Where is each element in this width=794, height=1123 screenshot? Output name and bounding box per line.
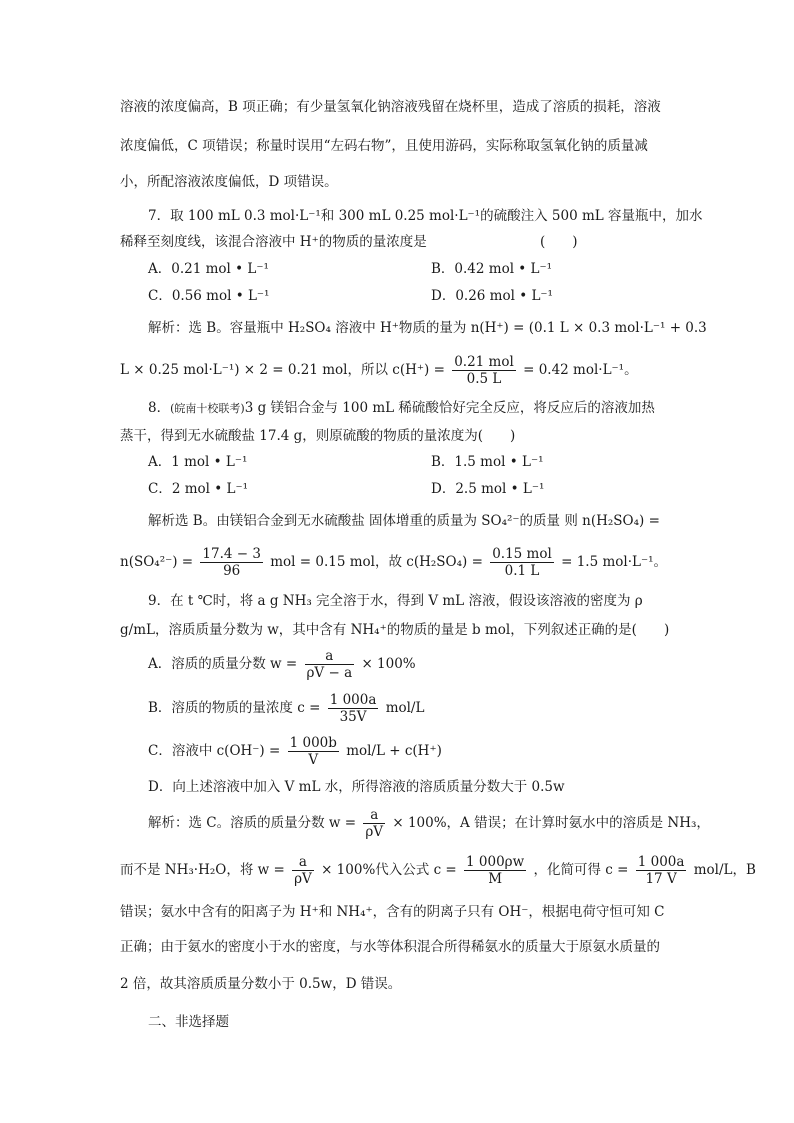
question-8-stem-cont: 蒸干，得到无水硫酸盐 17.4 g，则原硫酸的物质的量浓度为( ) [120, 428, 516, 444]
option-a: A．1 mol • L⁻¹ [148, 454, 248, 470]
answer-blank: ( ) [540, 234, 578, 250]
question-7-stem: 7．取 100 mL 0.3 mol·L⁻¹和 300 mL 0.25 mol·L⁻¹的硫酸注入 500 mL 容量瓶中，加水 [148, 208, 703, 224]
option-c: C．溶液中 c(OH⁻) = $\frac{1 000b}{V}$ mol/L + c(H⁺) [148, 735, 442, 768]
option-a: A．0.21 mol • L⁻¹ [148, 261, 269, 277]
formula-text: L × 0.25 mol·L⁻¹) × 2 = 0.21 mol，所以 c(H⁺) = [120, 362, 445, 378]
option-d: D．2.5 mol • L⁻¹ [431, 481, 545, 497]
option-d: D．向上述溶液中加入 V mL 水，所得溶液的溶质质量分数大于 0.5w [148, 779, 565, 795]
text-line: 小，所配溶液浓度偏低，D 项错误。 [120, 174, 338, 190]
question-9-analysis-cont: 错误；氨水中含有的阳离子为 H⁺和 NH₄⁺，含有的阴离子只有 OH⁻，根据电荷守恒可知 C [120, 904, 665, 920]
question-7-stem-text: 稀释至刻度线，该混合溶液中 H⁺的物质的量浓度是 [120, 234, 427, 250]
text-line: 溶液的浓度偏高，B 项正确；有少量氢氧化钠溶液残留在烧杯里，造成了溶质的损耗，溶液 [120, 99, 661, 115]
question-8-stem [148, 398, 655, 419]
section-heading: 二、非选择题 [148, 1014, 229, 1030]
question-9-stem: 9．在 t ℃时，将 a g NH₃ 完全溶于水，得到 V mL 溶液，假设该溶液的密度为 ρ [148, 593, 643, 609]
question-8-analysis: 解析选 B。由镁铝合金到无水硫酸盐 固体增重的质量为 SO₄²⁻的质量 则 n(H₂SO₄) = [148, 513, 660, 529]
fraction: $\frac{\text{0.21 mol}}{0.5 L}$ [454, 354, 514, 387]
option-b: B．1.5 mol • L⁻¹ [431, 454, 544, 470]
fraction: $\frac{1 000b}{V}$ [289, 735, 337, 768]
question-8-text: 3 g 镁铝合金与 100 mL 稀硫酸恰好完全反应，将反应后的溶液加热 [244, 400, 655, 416]
question-8-analysis-cont [120, 544, 667, 580]
formula-text: = 0.42 mol·L⁻¹。 [523, 362, 638, 378]
question-source: (皖南十校联考) [170, 402, 245, 415]
fraction: $\frac{\text{0.15 mol}}{0.1 L}$ [492, 546, 552, 579]
fraction: $\frac{a}{\rho V}$ [365, 807, 384, 840]
fraction: $\frac{a}{\rho V}$ [294, 854, 312, 887]
option-c: C．0.56 mol • L⁻¹ [148, 288, 270, 304]
question-7-analysis-cont [120, 352, 638, 388]
option-b: B．溶质的物质的量浓度 c = $\frac{1 000a}{35V}$ mol/L [148, 692, 425, 725]
fraction: $\frac{a}{\rho V - a}$ [306, 648, 353, 681]
formula-text: mol = 0.15 mol，故 c(H₂SO₄) = [270, 554, 483, 570]
question-9-stem-cont: g/mL，溶质质量分数为 w，其中含有 NH₄⁺的物质的量是 b mol，下列叙述正确的是( ) [120, 622, 670, 638]
fraction: $\frac{1 000a}{35V}$ [329, 692, 377, 725]
question-7-analysis: 解析：选 B。容量瓶中 H₂SO₄ 溶液中 H⁺物质的量为 n(H⁺) = (0.1 L × 0.3 mol·L⁻¹ + 0.3 [148, 320, 707, 336]
option-d: D．0.26 mol • L⁻¹ [431, 288, 553, 304]
fraction: $\frac{17.4 - 3}{96}$ [202, 546, 261, 579]
fraction: $\frac{1 000\rho w}{M}$ [466, 854, 525, 887]
formula-text: n(SO₄²⁻) = [120, 554, 194, 570]
text-line: 浓度偏低，C 项错误；称量时误用“左码右物”，且使用游码，实际称取氢氧化钠的质量减 [120, 138, 648, 154]
option-c: C．2 mol • L⁻¹ [148, 481, 249, 497]
question-7-stem-cont [120, 232, 578, 252]
fraction: $\frac{1 000a}{17 V}$ [637, 854, 685, 887]
option-b: B．0.42 mol • L⁻¹ [431, 261, 553, 277]
option-a: A．溶质的质量分数 w = $\frac{a}{\rho V - a}$ × 100% [148, 648, 416, 681]
question-9-analysis-cont: 而不是 NH₃·H₂O，将 w = $\frac{a}{\rho V}$ × 100%代入公式 c = $\frac{1 000\rho w}{M}$ ，化简可得 c = $\frac{1 000a}{17 V}$ mol/L，B [120, 854, 756, 887]
question-9-analysis: 解析：选 C。溶质的质量分数 w = $\frac{a}{\rho V}$ × 100%，A 错误；在计算时氨水中的溶质是 NH₃， [148, 807, 710, 840]
question-9-analysis-cont: 正确；由于氨水的密度小于水的密度，与水等体积混合所得稀氨水的质量大于原氨水质量的 [120, 939, 660, 955]
formula-text: = 1.5 mol·L⁻¹。 [561, 554, 667, 570]
question-number: 8． [148, 400, 171, 416]
question-9-analysis-cont: 2 倍，故其溶质质量分数小于 0.5w，D 错误。 [120, 976, 402, 992]
